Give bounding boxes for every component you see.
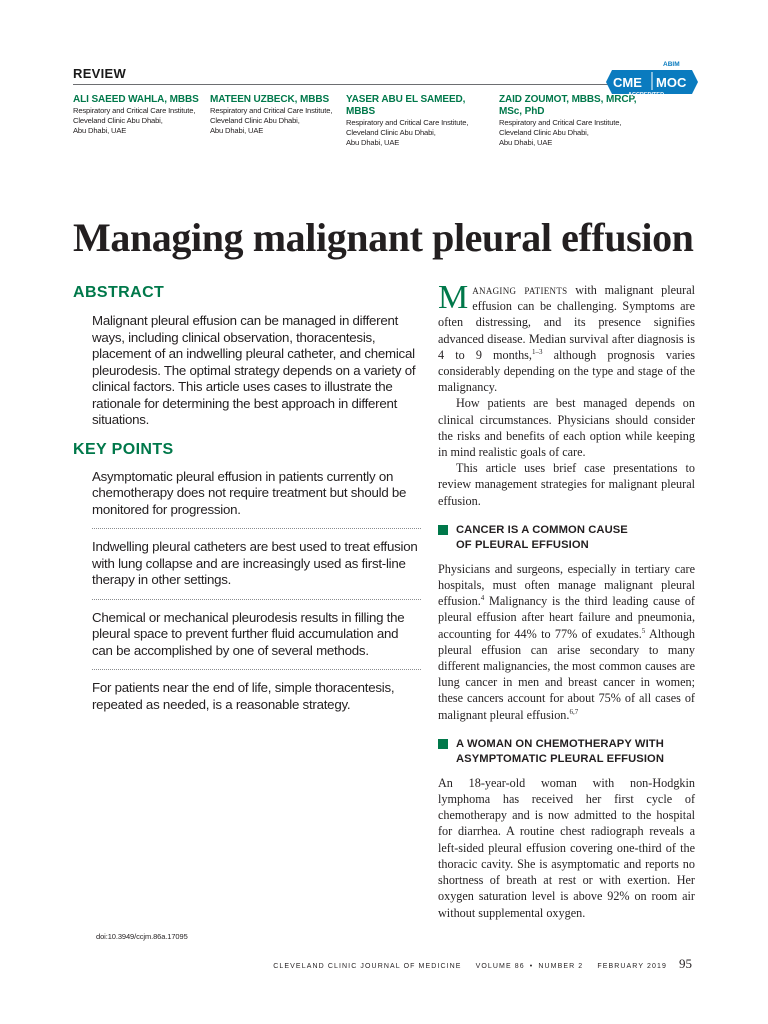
body-paragraph: An 18-year-old woman with non-Hodgkin lymphoma has received her first cycle of chemotherapy and is now admitted to the hospital for diarrhea. A routine chest radiograph reveals a left-sided pleural effusion covering one-third of the thoracic cavity. She is asymptomatic and reports no shortness of breath at rest or with exertion. Her oxygen saturation level is above 92% on room air without supplemental oxygen. [438,775,695,920]
footer-number: NUMBER 2 [538,963,584,970]
badge-bottom-text: ACCREDITED [628,92,665,96]
section-label: REVIEW [73,66,127,81]
key-point: Indwelling pleural catheters are best used to treat effusion with lung collapse and are increasingly used as first-line therapy in other settings. [92,539,418,587]
section-heading [438,737,695,767]
cme-moc-badge [606,56,698,96]
badge-right-text: MOC [656,75,687,90]
citation: 6,7 [569,707,579,716]
citation: 4 [480,594,485,603]
doi: doi:10.3949/ccjm.86a.17095 [96,932,188,941]
author-block [73,94,208,136]
section-heading [438,523,695,553]
author-block [499,94,649,148]
author-block [210,94,345,136]
header-rule [73,84,693,85]
intro-text: with malignant pleural effusion can be challenging. Symptoms are often distressing, and its presence signifies advanced disease. Median survival after diagnosis is 4 to 9 months, [438,283,695,362]
left-column [73,284,421,723]
abstract-text: Malignant pleural effusion can be managed in different ways, including clinical observation, thoracentesis, placement of an indwelling pleural catheter, and chemical pleurodesis. The optimal strategy depends on a variety of clinical factors. This article uses cases to illustrate the rationale for determining the best approach in different situations. [92,313,416,427]
key-point: For patients near the end of life, simple thoracentesis, repeated as needed, is a reasonable strategy. [92,680,395,712]
body-paragraph: Physicians and surgeons, especially in tertiary care hospitals, must often manage malignant pleural effusion.$^4$ Malignancy is the third leading cause of pleural effusion after heart failure and pneumonia, accounting for 44% to 77% of exudates.$^5$ Although pleural effusion can arise secondary to many different malignancies, the most common causes are lung cancer in men and breast cancer in women; these cancers account for about 75% of all cases of malignant pleural effusion.$^{6,7}$ [438,561,695,722]
key-point-divider [92,528,421,529]
intro-small-caps: anaging patients [472,283,568,297]
section-heading-text: CANCER IS A COMMON CAUSE OF PLEURAL EFFUSION [456,523,628,551]
body-column [438,279,696,921]
author-name: ALI SAEED WAHLA, MBBS [73,94,199,105]
article-title: Managing malignant pleural effusion [73,215,694,260]
author-affiliation: Respiratory and Critical Care Institute, Cleveland Clinic Abu Dhabi, Abu Dhabi, UAE [73,106,196,135]
body-paragraph: This article uses brief case presentations to review management strategies for malignant pleural effusion. [438,461,695,508]
key-points-list [73,469,421,724]
key-point-divider [92,669,421,670]
author-block [346,94,481,148]
intro-paragraph [438,279,696,395]
footer-journal: CLEVELAND CLINIC JOURNAL OF MEDICINE [273,963,462,970]
badge-left-text: CME [613,75,642,90]
badge-top-text: ABIM [663,61,680,68]
citation: 1–3 [531,347,543,356]
footer-volume: VOLUME 86 [475,963,525,970]
author-affiliation: Respiratory and Critical Care Institute, Cleveland Clinic Abu Dhabi, Abu Dhabi, UAE [210,106,333,135]
footer-bullet: • [529,963,534,970]
intro-text: although prognosis varies considerably depending on the type and stage of the malignancy. [438,347,696,395]
author-name: YASER ABU EL SAMEED, MBBS [346,94,466,117]
section-heading-text: A WOMAN ON CHEMOTHERAPY WITH ASYMPTOMATIC PLEURAL EFFUSION [456,737,665,765]
key-points-heading: KEY POINTS [73,440,174,458]
author-affiliation: Respiratory and Critical Care Institute, Cleveland Clinic Abu Dhabi, Abu Dhabi, UAE [499,118,622,147]
author-name: ZAID ZOUMOT, MBBS, MRCP, MSc, PhD [499,94,637,117]
body-paragraph: How patients are best managed depends on clinical circumstances. Physicians should consider the risks and benefits of each option while keeping in mind realistic goals of care. [438,396,695,460]
key-point: Chemical or mechanical pleurodesis results in filling the pleural space to prevent further fluid accumulation and can be accomplished by one of several methods. [92,609,405,658]
heading-square-icon [438,739,448,749]
citation: 5 [641,626,646,635]
heading-square-icon [438,525,448,535]
page-footer [273,956,692,972]
key-point: Asymptomatic pleural effusion in patients currently on chemotherapy does not require treatment but should be monitored for progression. [92,468,407,517]
footer-date: FEBRUARY 2019 [597,963,667,970]
drop-cap: M [438,279,469,316]
author-name: MATEEN UZBECK, MBBS [210,94,330,105]
page-number: 95 [679,956,692,971]
key-point-divider [92,599,421,600]
abstract-heading: ABSTRACT [73,284,165,301]
author-affiliation: Respiratory and Critical Care Institute, Cleveland Clinic Abu Dhabi, Abu Dhabi, UAE [346,118,469,147]
